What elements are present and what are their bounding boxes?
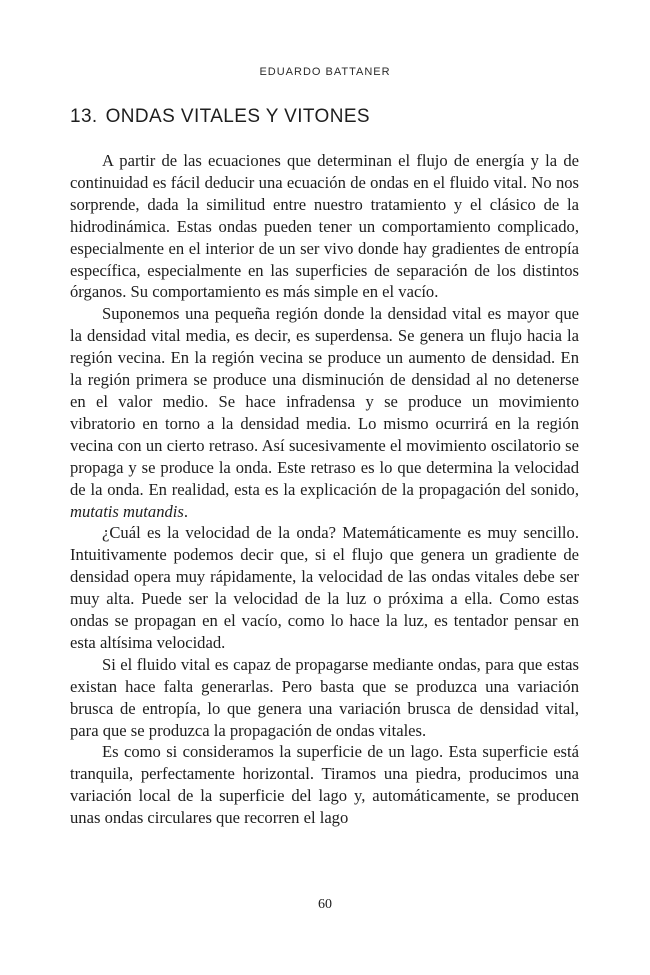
paragraph (70, 303, 579, 522)
paragraph-text: Suponemos una pequeña región donde la densidad vital es mayor que la densidad vital media, es decir, es superdensa. Se genera un flujo hacia la región vecina. En la región vecina se produce un aumento de densidad. En la región primera se produce una disminución de densidad al no detenerse en el valor medio. Se hace infradensa y se produce un movimiento vibratorio en torno a la densidad media. Lo mismo ocurrirá en la región vecina con un cierto retraso. Así sucesivamente el movimiento oscilatorio se propaga y se produce la onda. Este retraso es lo que determina la velocidad de la onda. En realidad, esta es la explicación de la propagación del sonido, (70, 304, 579, 499)
paragraph: A partir de las ecuaciones que determinan el flujo de energía y la de continuidad es fácil deducir una ecuación de ondas en el fluido vital. No nos sorprende, dada la similitud entre nuestro tratamiento y el clásico de la hidrodinámica. Estas ondas pueden tener un comportamiento complicado, especialmente en el interior de un ser vivo donde hay gradientes de entropía específica, especialmente en las superficies de separación de los distintos órganos. Su comportamiento es más simple en el vacío. (70, 151, 579, 302)
paragraph: Si el fluido vital es capaz de propagarse mediante ondas, para que estas existan hace falta generarlas. Pero basta que se produzca una variación brusca de entropía, lo que genera una variación brusca de densidad vital, para que se produzca la propagación de ondas vitales. (70, 654, 579, 740)
chapter-title (70, 106, 370, 128)
paragraph-end-punct: . (183, 501, 189, 521)
paragraph: Es como si consideramos la superficie de un lago. Esta superficie está tranquila, perfectamente horizontal. Tiramos una piedra, producimos una variación local de la superficie del lago y, automáticamente, se producen unas ondas circulares que recorren el lago (70, 742, 579, 828)
running-head: EDUARDO BATTANER (259, 66, 391, 78)
chapter-number: 13. (70, 106, 98, 127)
latin-phrase: mutatis mutandis (70, 501, 184, 521)
paragraph: ¿Cuál es la velocidad de la onda? Matemáticamente es muy sencillo. Intuitivamente podemos decir que, si el flujo que genera un gradiente de densidad opera muy rápidamente, la velocidad de las ondas vitales debe ser muy alta. Puede ser la velocidad de la luz o próxima a ella. Como estas ondas se propagan en el vacío, como lo hace la luz, es tentador pensar en esta altísima velocidad. (70, 523, 579, 652)
page-number: 60 (318, 897, 332, 912)
chapter-title-text: ONDAS VITALES Y VITONES (105, 106, 371, 127)
body-text (70, 150, 579, 829)
